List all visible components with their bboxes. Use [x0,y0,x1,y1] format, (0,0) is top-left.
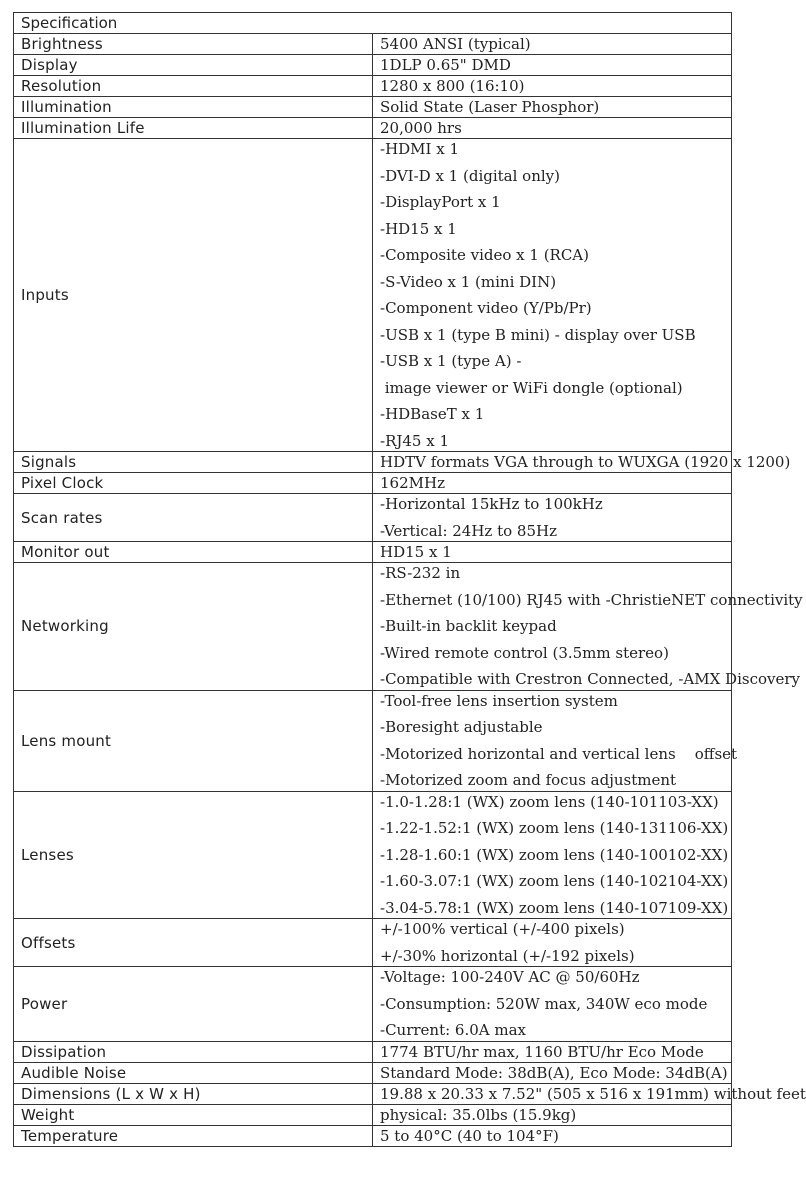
spec-label: Monitor out [14,542,373,563]
spec-value [373,791,732,919]
spec-value-line: image viewer or WiFi dongle (optional) [380,378,683,397]
spec-value-line: -Motorized horizontal and vertical lens offset [380,744,738,763]
table-row [14,1083,732,1104]
table-row [14,97,732,118]
spec-value: 20,000 hrs [373,118,732,139]
table-row [14,55,732,76]
spec-label: Illumination Life [14,118,373,139]
table-row [14,1062,732,1083]
spec-value: 19.88 x 20.33 x 7.52" (505 x 516 x 191mm) without feet [373,1083,732,1104]
spec-label: Networking [14,563,373,691]
spec-value [373,139,732,452]
spec-value-line: -Current: 6.0A max [380,1021,527,1039]
spec-value: 1280 x 800 (16:10) [373,76,732,97]
spec-value [373,967,732,1042]
spec-label: Offsets [14,919,373,967]
table-header: Specification [14,13,732,34]
spec-label: Dimensions (L x W x H) [14,1083,373,1104]
spec-label: Audible Noise [14,1062,373,1083]
spec-value-line: -S-Video x 1 (mini DIN) [380,272,557,291]
spec-label: Resolution [14,76,373,97]
spec-sheet [13,12,806,1147]
spec-value-line: -1.22-1.52:1 (WX) zoom lens (140-131106-XX) [380,819,729,837]
spec-label: Display [14,55,373,76]
table-row [14,919,732,967]
spec-label: Dissipation [14,1041,373,1062]
spec-label: Power [14,967,373,1042]
table-header-row [14,13,732,34]
spec-value-line: -Horizontal 15kHz to 100kHz [380,495,603,513]
spec-value-line: -Component video (Y/Pb/Pr) [380,299,592,317]
table-row [14,34,732,55]
table-row [14,1041,732,1062]
spec-label: Inputs [14,139,373,452]
spec-value-line: -DVI-D x 1 (digital only) [380,166,560,185]
spec-value: 1DLP 0.65" DMD [373,55,732,76]
spec-value-line: -USB x 1 (type B mini) - display over USB [380,325,696,344]
spec-value-line: -Motorized zoom and focus adjustment [380,771,677,789]
spec-value-line: -Wired remote control (3.5mm stereo) [380,643,669,662]
spec-value-line: -RJ45 x 1 [380,431,450,450]
spec-value: HD15 x 1 [373,542,732,563]
table-row [14,690,732,791]
spec-value: physical: 35.0lbs (15.9kg) [373,1104,732,1125]
table-row [14,563,732,691]
table-row [14,967,732,1042]
spec-value-line: -3.04-5.78:1 (WX) zoom lens (140-107109-XX) [380,898,729,917]
spec-value-line: -RS-232 in [380,564,461,582]
table-row [14,452,732,473]
spec-value: 1774 BTU/hr max, 1160 BTU/hr Eco Mode [373,1041,732,1062]
spec-value-line: -Voltage: 100-240V AC @ 50/60Hz [380,968,640,986]
spec-value-line: -HDBaseT x 1 [380,405,485,423]
spec-value-line: -HD15 x 1 [380,219,457,238]
spec-value-line: -Boresight adjustable [380,718,543,736]
spec-table [13,12,806,1147]
spec-label: Brightness [14,34,373,55]
spec-label: Scan rates [14,494,373,542]
table-row [14,76,732,97]
spec-value: HDTV formats VGA through to WUXGA (1920 x 1200) [373,452,732,473]
spec-value: 162MHz [373,473,732,494]
spec-value-line: -Consumption: 520W max, 340W eco mode [380,994,708,1013]
spec-value-line: -Ethernet (10/100) RJ45 with -ChristieNET connectivity [380,590,803,609]
spec-label: Signals [14,452,373,473]
spec-value-line: -Tool-free lens insertion system [380,691,618,710]
spec-value [373,563,803,691]
spec-label: Illumination [14,97,373,118]
table-row [14,1104,732,1125]
table-row [14,791,732,919]
spec-label: Pixel Clock [14,473,373,494]
spec-value: 5 to 40°C (40 to 104°F) [373,1125,732,1146]
spec-value-line: -1.0-1.28:1 (WX) zoom lens (140-101103-XX) [380,792,719,811]
spec-value [373,494,732,542]
spec-value [373,690,738,791]
spec-value: 5400 ANSI (typical) [373,34,732,55]
spec-value [373,919,732,967]
spec-value-line: +/-100% vertical (+/-400 pixels) [380,920,625,938]
spec-value: Standard Mode: 38dB(A), Eco Mode: 34dB(A) [373,1062,732,1083]
spec-value-line: -Built-in backlit keypad [380,617,557,635]
spec-value-line: -USB x 1 (type A) - [380,352,522,370]
spec-value-line: -Compatible with Crestron Connected, -AMX Discovery [380,670,800,688]
spec-value-line: -DisplayPort x 1 [380,193,501,211]
spec-value-line: -Vertical: 24Hz to 85Hz [380,521,558,540]
spec-label: Lens mount [14,690,373,791]
spec-label: Lenses [14,791,373,919]
spec-value-line: -1.28-1.60:1 (WX) zoom lens (140-100102-XX) [380,845,729,864]
spec-label: Temperature [14,1125,373,1146]
spec-value-line: -Composite video x 1 (RCA) [380,246,589,264]
table-row [14,1125,732,1146]
spec-value-line: +/-30% horizontal (+/-192 pixels) [380,946,635,965]
spec-value: Solid State (Laser Phosphor) [373,97,732,118]
table-row [14,494,732,542]
spec-label: Weight [14,1104,373,1125]
spec-value-line: -HDMI x 1 [380,140,459,158]
spec-value-line: -1.60-3.07:1 (WX) zoom lens (140-102104-XX) [380,872,729,890]
table-row [14,139,732,452]
